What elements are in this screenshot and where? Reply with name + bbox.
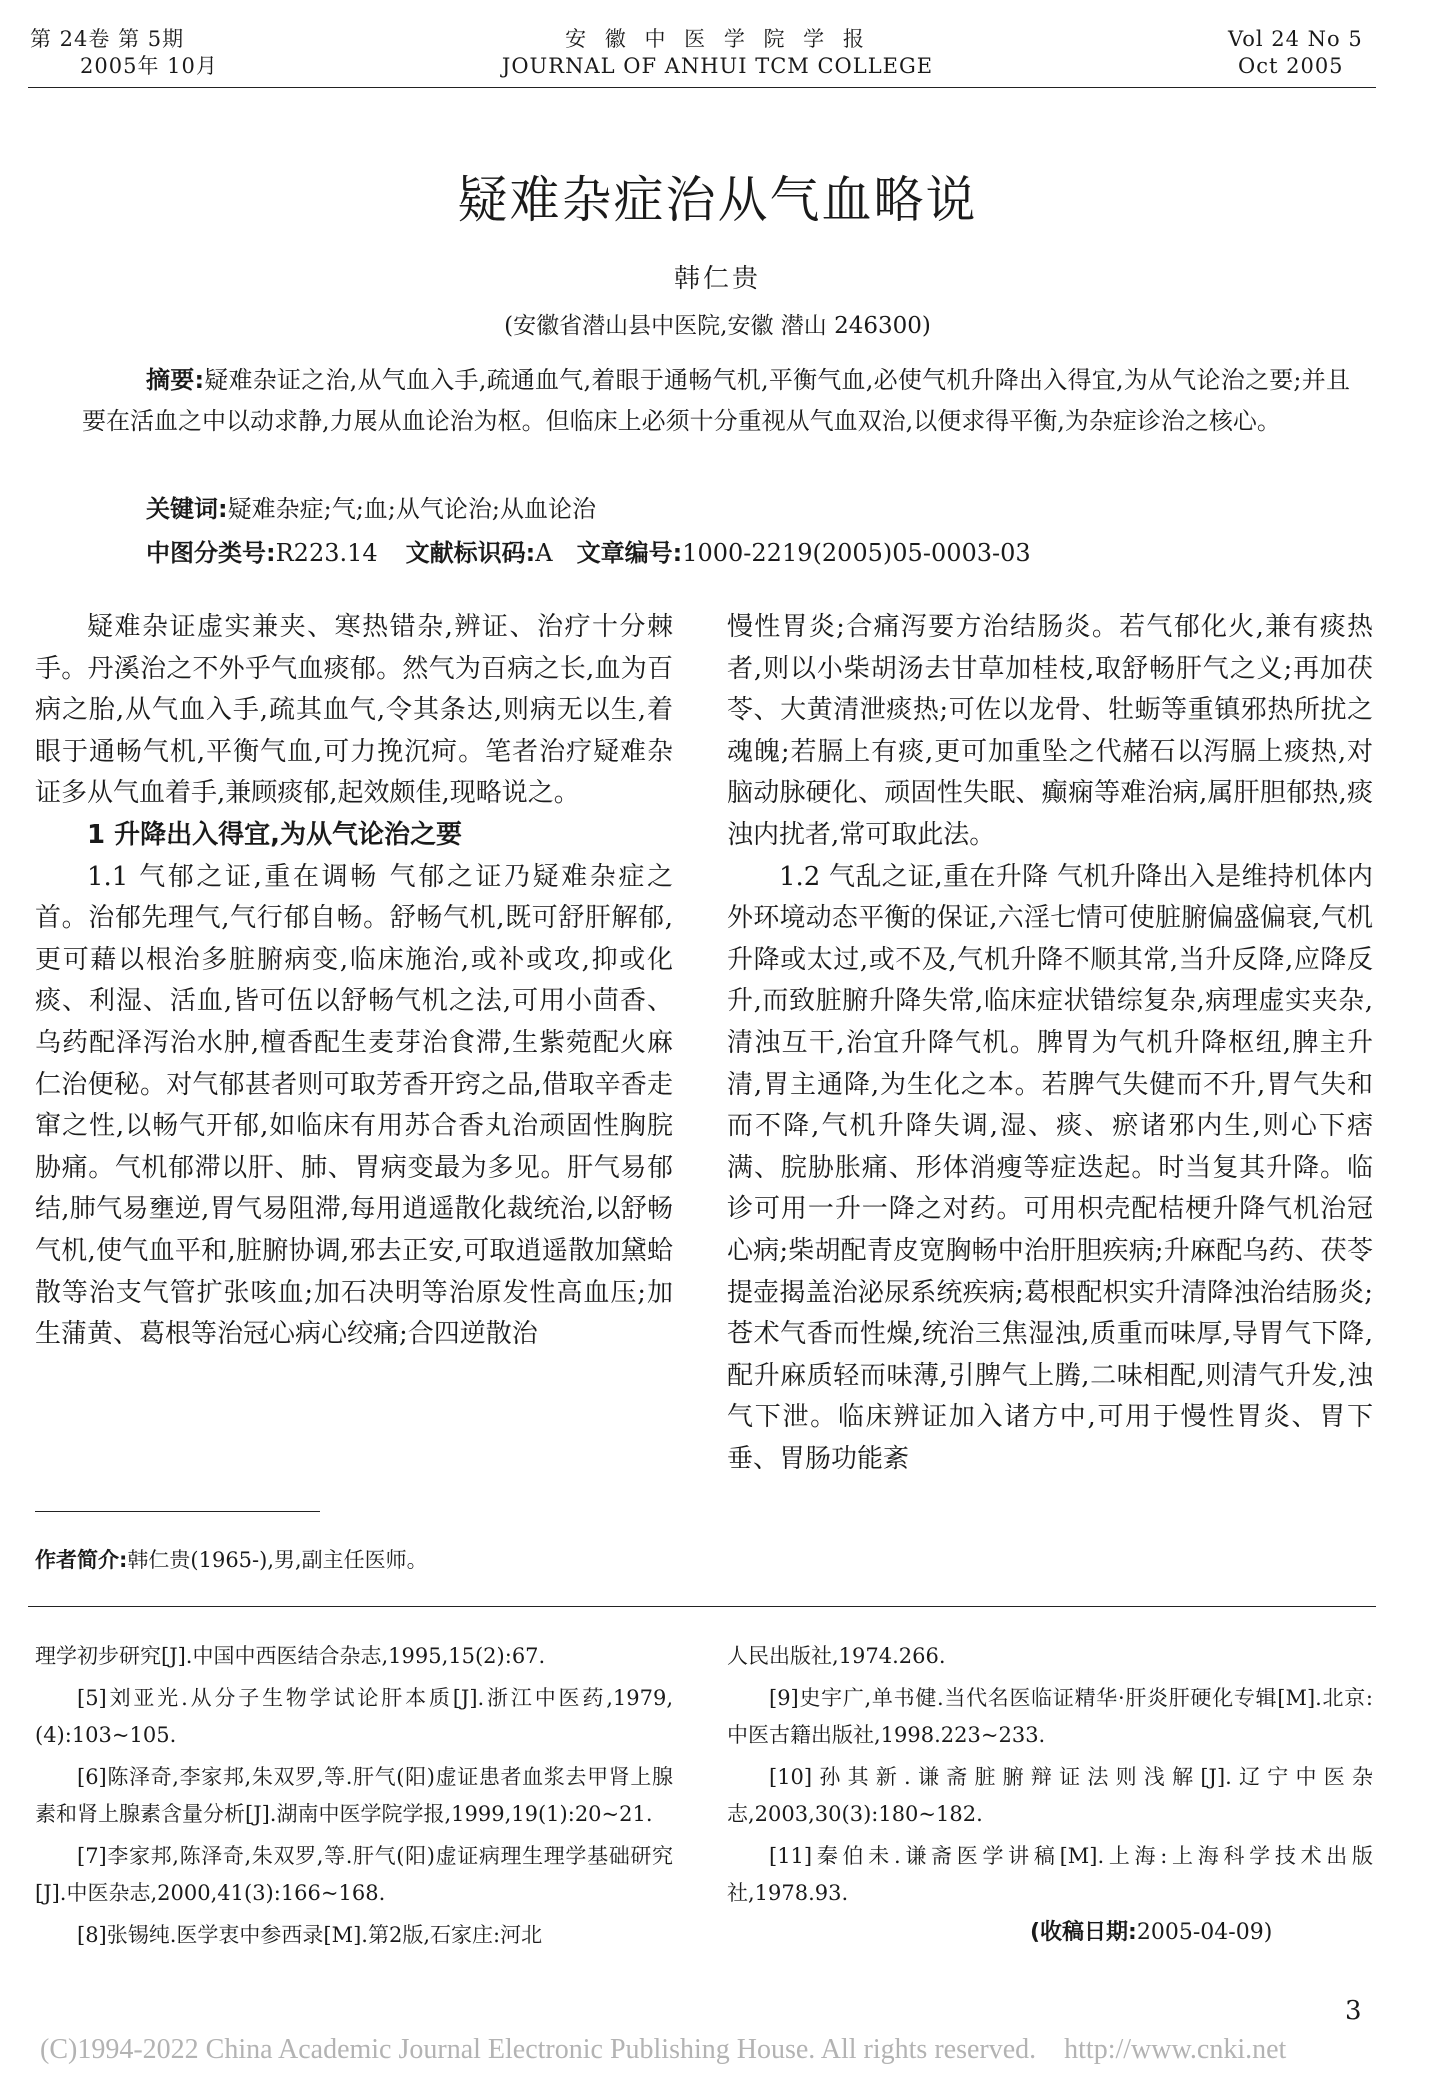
left-column <box>35 607 673 1356</box>
article-affiliation: (安徽省潜山县中医院,安徽 潜山 246300) <box>504 313 931 339</box>
reference-6: [6]陈泽奇,李家邦,朱双罗,等.肝气(阳)虚证患者血浆去甲肾上腺素和肾上腺素含量分析[J].湖南中医学院学报,1999,19(1):20~21. <box>35 1765 673 1826</box>
abstract-text: 疑难杂证之治,从气血入手,疏通血气,着眼于通畅气机,平衡气血,必使气机升降出入得宜,为从气论治之要;并且要在活血之中以动求静,力展从血论治为枢。但临床上必须十分重视从气血双治,以便求得平衡,为杂症诊治之核心。 <box>82 366 1350 435</box>
reference-7: [7]李家邦,陈泽奇,朱双罗,等.肝气(阳)虚证病理生理学基础研究[J].中医杂志,2000,41(3):166~168. <box>35 1844 673 1905</box>
copyright-footer: (C)1994-2022 China Academic Journal Electronic Publishing House. All rights reserved. http://www.cnki.net <box>40 2034 1287 2065</box>
abstract-label: 摘要: <box>146 366 205 394</box>
clc-value: R223.14 <box>275 539 378 567</box>
clc-label: 中图分类号: <box>146 539 276 567</box>
reference-5: [5]刘亚光.从分子生物学试论肝本质[J].浙江中医药,1979,(4):103~105. <box>35 1686 673 1747</box>
author-note <box>35 1545 428 1575</box>
header-volume-en: Vol 24 No 5 <box>1228 27 1363 51</box>
received-label: (收稿日期: <box>1030 1920 1137 1945</box>
references-left <box>35 1638 673 1959</box>
header-date-en: Oct 2005 <box>1238 54 1344 78</box>
author-note-text: 韩仁贵(1965-),男,副主任医师。 <box>127 1548 428 1572</box>
article-number-label: 文章编号: <box>576 539 683 567</box>
references-rule <box>28 1606 1376 1607</box>
article-author: 韩仁贵 <box>673 264 761 294</box>
section-1-1-paragraph: 1.1 气郁之证,重在调畅 气郁之证乃疑难杂症之首。治郁先理气,气行郁自畅。舒畅气机,既可舒肝解郁,更可藉以根治多脏腑病变,临床施治,或补或攻,抑或化痰、利湿、活血,皆可伍以舒畅气机之法,可用小茴香、乌药配泽泻治水肿,檀香配生麦芽治食滞,生紫菀配火麻仁治便秘。对气郁甚者则可取芳香开窍之品,借取辛香走窜之性,以畅气开郁,如临床有用苏合香丸治顽固性胸脘胁痛。气机郁滞以肝、肺、胃病变最为多见。肝气易郁结,肺气易壅逆,胃气易阻滞,每用逍遥散化裁统治,以舒畅气机,使气血平和,脏腑协调,邪去正安,可取逍遥散加黛蛤散等治支气管扩张咳血;加石决明等治原发性高血压;加生蒲黄、葛根等治冠心病心绞痛;合四逆散治 <box>35 861 673 1350</box>
continued-paragraph: 慢性胃炎;合痛泻要方治结肠炎。若气郁化火,兼有痰热者,则以小柴胡汤去甘草加桂枝,取舒畅肝气之义;再加茯苓、大黄清泄痰热;可佐以龙骨、牡蛎等重镇邪热所扰之魂魄;若膈上有痰,更可加重坠之代赭石以泻膈上痰热,对脑动脉硬化、顽固性失眠、癫痫等难治病,属肝胆郁热,痰浊内扰者,常可取此法。 <box>727 612 1373 850</box>
received-date <box>1030 1918 1272 1948</box>
intro-paragraph: 疑难杂证虚实兼夹、寒热错杂,辨证、治疗十分棘手。丹溪治之不外乎气血痰郁。然气为百病之长,血为百病之胎,从气血入手,疏其血气,令其条达,则病无以生,着眼于通畅气机,平衡气血,可力挽沉疴。笔者治疗疑难杂证多从气血着手,兼顾痰郁,起效颇佳,现略说之。 <box>35 612 673 809</box>
article-number-value: 1000-2219(2005)05-0003-03 <box>682 539 1031 567</box>
references-right <box>727 1638 1373 1917</box>
abstract <box>82 360 1350 442</box>
author-note-label: 作者简介: <box>35 1548 128 1572</box>
header-rule <box>28 87 1376 88</box>
reference-9: [9]史宇广,单书健.当代名医临证精华·肝炎肝硬化专辑[M].北京:中医古籍出版社,1998.223~233. <box>727 1686 1373 1747</box>
header-date-cn: 2005年 10月 <box>80 54 218 78</box>
reference-10: [10]孙其新.谦斋脏腑辩证法则浅解[J].辽宁中医杂志,2003,30(3):180~182. <box>727 1765 1373 1826</box>
page-number: 3 <box>1345 1996 1362 2026</box>
header-journal-en: JOURNAL OF ANHUI TCM COLLEGE <box>501 54 934 78</box>
keywords-text: 疑难杂症;气;血;从气论治;从血论治 <box>227 495 596 523</box>
article-title: 疑难杂症治从气血略说 <box>457 171 978 229</box>
received-value: 2005-04-09) <box>1136 1920 1273 1945</box>
keywords-label: 关键词: <box>146 495 228 523</box>
reference-11: [11]秦伯未.谦斋医学讲稿[M].上海:上海科学技术出版社,1978.93. <box>727 1844 1373 1905</box>
reference-8: [8]张锡纯.医学衷中参西录[M].第2版,石家庄:河北 <box>77 1923 543 1947</box>
doc-code-value: A <box>535 539 553 567</box>
header-journal-cn: 安 徽 中 医 学 院 学 报 <box>565 27 870 51</box>
right-column <box>727 607 1373 1480</box>
section-1-heading: 1 升降出入得宜,为从气论治之要 <box>87 819 463 850</box>
header-volume-cn: 第 24卷 第 5期 <box>30 27 185 51</box>
reference-8-continued: 人民出版社,1974.266. <box>727 1644 946 1668</box>
keywords-line <box>146 494 596 524</box>
doc-code-label: 文献标识码: <box>405 539 536 567</box>
footnote-rule <box>35 1511 320 1512</box>
reference-continued: 理学初步研究[J].中国中西医结合杂志,1995,15(2):67. <box>35 1644 546 1668</box>
classification-line <box>146 538 1031 568</box>
section-1-2-paragraph: 1.2 气乱之证,重在升降 气机升降出入是维持机体内外环境动态平衡的保证,六淫七情可使脏腑偏盛偏衰,气机升降或太过,或不及,气机升降不顺其常,当升反降,应降反升,而致脏腑升降失常,临床症状错综复杂,病理虚实夹杂,清浊互干,治宜升降气机。脾胃为气机升降枢纽,脾主升清,胃主通降,为生化之本。若脾气失健而不升,胃气失和而不降,气机升降失调,湿、痰、瘀诸邪内生,则心下痞满、脘胁胀痛、形体消瘦等症迭起。时当复其升降。临诊可用一升一降之对药。可用枳壳配桔梗升降气机治冠心病;柴胡配青皮宽胸畅中治肝胆疾病;升麻配乌药、茯苓提壶揭盖治泌尿系统疾病;葛根配枳实升清降浊治结肠炎;苍术气香而性燥,统治三焦湿浊,质重而味厚,导胃气下降,配升麻质轻而味薄,引脾气上腾,二味相配,则清气升发,浊气下泄。临床辨证加入诸方中,可用于慢性胃炎、胃下垂、胃肠功能紊 <box>727 861 1373 1474</box>
